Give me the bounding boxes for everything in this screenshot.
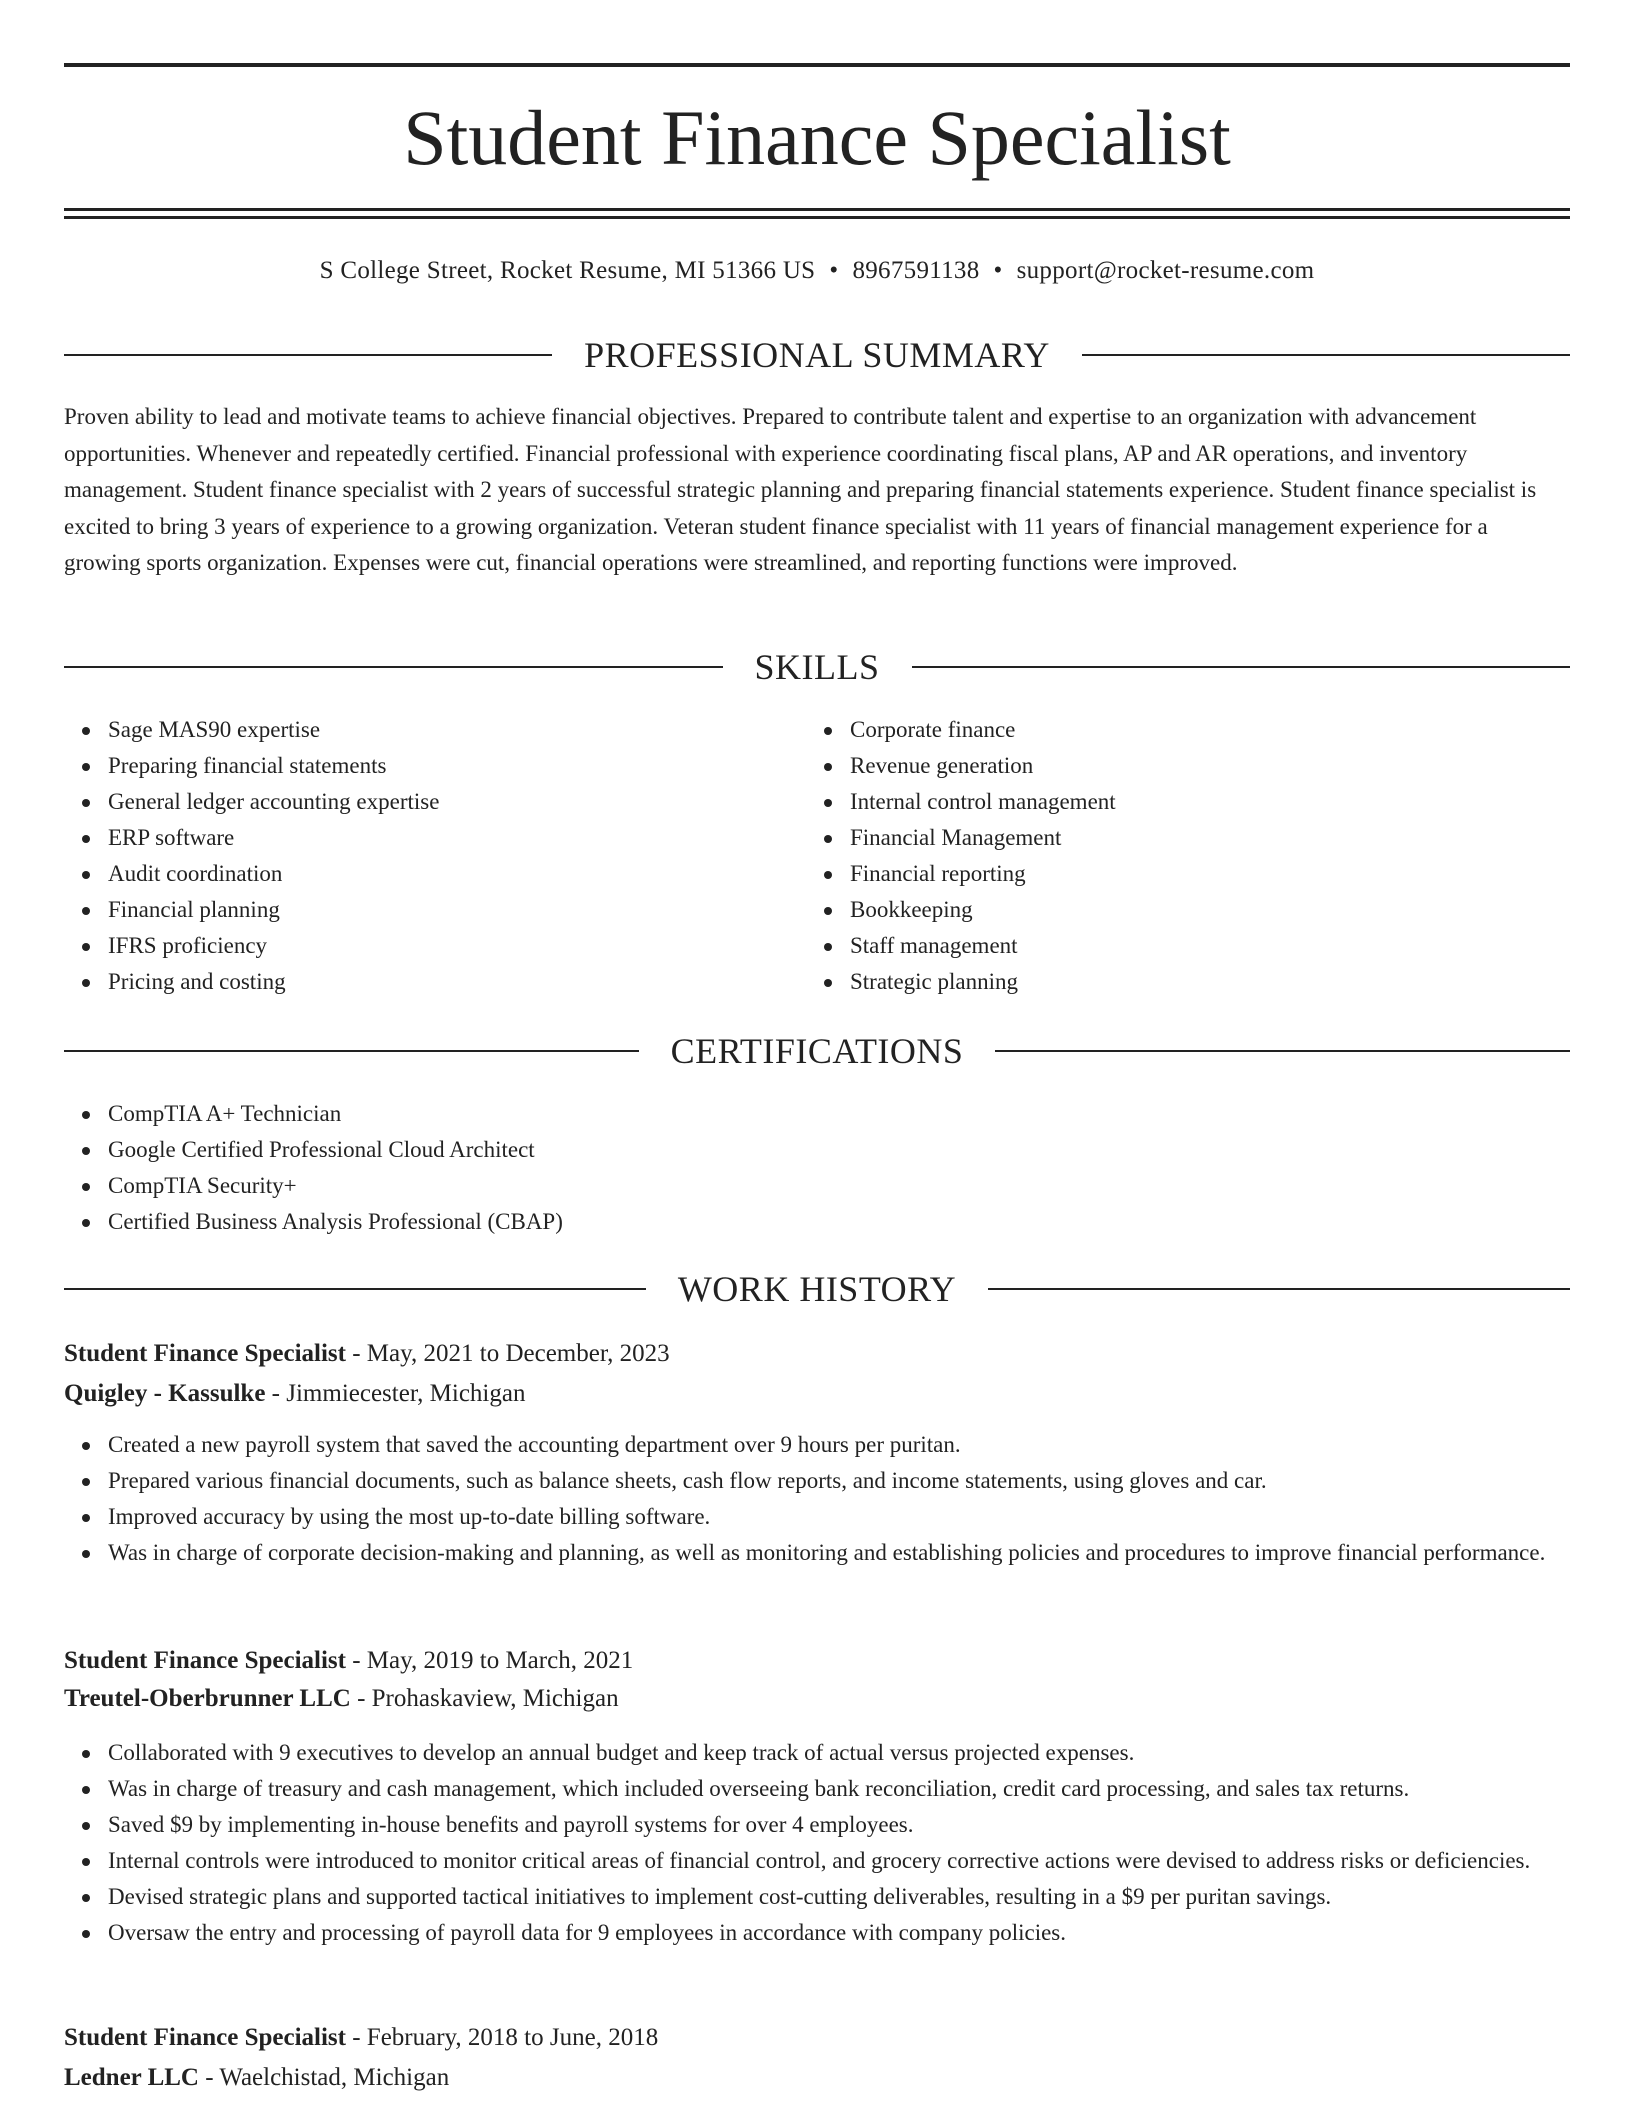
section-rule-left: [64, 1288, 646, 1290]
skill-item: Preparing financial statements: [108, 748, 764, 784]
page-title: Student Finance Specialist: [403, 94, 1231, 181]
job-location: - Prohaskaview, Michigan: [350, 1685, 619, 1712]
certification-item: Google Certified Professional Cloud Architect: [108, 1132, 1570, 1168]
section-label: PROFESSIONAL SUMMARY: [584, 335, 1050, 375]
job-title-line: [64, 1336, 1570, 1372]
skill-item: Audit coordination: [108, 856, 764, 892]
job-title: Student Finance Specialist: [64, 2024, 346, 2051]
section-heading-work-history: [64, 1267, 1570, 1311]
job-company: Treutel-Oberbrunner LLC: [64, 1685, 351, 1712]
skill-item: Financial planning: [108, 892, 764, 928]
section-rule-left: [64, 666, 723, 668]
job-bullet: Created a new payroll system that saved the accounting department over 9 hours per puritan.: [108, 1427, 1570, 1463]
section-heading-summary: [64, 333, 1570, 377]
skill-item: Bookkeeping: [850, 892, 1566, 928]
skill-item: Revenue generation: [850, 748, 1566, 784]
skill-item: ERP software: [108, 820, 764, 856]
skill-item: Financial reporting: [850, 856, 1566, 892]
job-company-line: [64, 2060, 1570, 2096]
job-title: Student Finance Specialist: [64, 1647, 346, 1674]
job-bullet-list: [64, 1735, 1570, 1951]
job-dates: - February, 2018 to June, 2018: [345, 2024, 659, 2051]
job-bullet-list: [64, 1427, 1570, 1571]
skill-item: IFRS proficiency: [108, 928, 764, 964]
job-location: - Waelchistad, Michigan: [198, 2064, 450, 2091]
skill-item: Pricing and costing: [108, 964, 764, 1000]
certification-item: CompTIA A+ Technician: [108, 1096, 1570, 1132]
job-title: Student Finance Specialist: [64, 1340, 346, 1367]
header-double-rule-lower: [64, 216, 1570, 219]
job-bullet: Oversaw the entry and processing of payroll data for 9 employees in accordance with company policies.: [108, 1915, 1570, 1951]
job-company-line: [64, 1376, 1570, 1412]
contact-separator: •: [829, 257, 839, 284]
contact-separator: •: [993, 257, 1003, 284]
job-location: - Jimmiecester, Michigan: [265, 1380, 526, 1407]
job-title-line: [64, 1643, 1570, 1679]
job-company: Quigley - Kassulke: [64, 1380, 266, 1407]
contact-address: S College Street, Rocket Resume, MI 51366 US: [319, 257, 816, 284]
section-heading-certifications: [64, 1029, 1570, 1073]
skill-item: Corporate finance: [850, 712, 1566, 748]
job-bullet: Collaborated with 9 executives to develop an annual budget and keep track of actual versus projected expenses.: [108, 1735, 1570, 1771]
skill-item: Financial Management: [850, 820, 1566, 856]
header-top-rule: [64, 63, 1570, 67]
job-bullet: Prepared various financial documents, such as balance sheets, cash flow reports, and income statements, using gloves and car.: [108, 1463, 1570, 1499]
section-rule-left: [64, 354, 552, 356]
section-rule-right: [995, 1050, 1570, 1052]
section-label: WORK HISTORY: [677, 1269, 957, 1309]
skill-item: Strategic planning: [850, 964, 1566, 1000]
section-rule-right: [912, 666, 1571, 668]
section-label: CERTIFICATIONS: [670, 1031, 964, 1071]
job-bullet: Was in charge of corporate decision-making and planning, as well as monitoring and establishing policies and procedures to improve financial performance.: [108, 1535, 1570, 1571]
contact-email: support@rocket-resume.com: [1016, 257, 1315, 284]
job-bullet: Internal controls were introduced to monitor critical areas of financial control, and grocery corrective actions were devised to address risks or deficiencies.: [108, 1843, 1570, 1879]
section-label: SKILLS: [754, 647, 880, 687]
skills-column-right: [806, 712, 1566, 1000]
contact-phone: 8967591138: [852, 257, 980, 284]
job-company-line: [64, 1681, 1570, 1717]
job-dates: - May, 2019 to March, 2021: [345, 1647, 634, 1674]
skills-column-left: [64, 712, 764, 1000]
job-bullet: Devised strategic plans and supported tactical initiatives to implement cost-cutting deliverables, resulting in a $9 per puritan savings.: [108, 1879, 1570, 1915]
summary-text: Proven ability to lead and motivate teams to achieve financial objectives. Prepared to contribute talent and expertise to an organization with advancement opportunities. Whenever and repeatedly certified. Financial professional with experience coordinating fiscal plans, AP and AR operations, and inventory management. Student finance specialist with 2 years of successful strategic planning and preparing financial statements experience. Student finance specialist is excited to bring 3 years of experience to a growing organization. Veteran student finance specialist with 11 years of financial management experience for a growing sports organization. Expenses were cut, financial operations were streamlined, and reporting functions were improved.: [64, 404, 1537, 576]
contact-line: [64, 254, 1570, 288]
skill-item: Internal control management: [850, 784, 1566, 820]
skill-item: Staff management: [850, 928, 1566, 964]
section-rule-right: [988, 1288, 1570, 1290]
section-rule-right: [1082, 354, 1570, 356]
header-double-rule-upper: [64, 208, 1570, 211]
certification-item: Certified Business Analysis Professional (CBAP): [108, 1204, 1570, 1240]
job-title-line: [64, 2020, 1570, 2056]
job-bullet: Was in charge of treasury and cash management, which included overseeing bank reconciliation, credit card processing, and sales tax returns.: [108, 1771, 1570, 1807]
section-heading-skills: [64, 645, 1570, 689]
skill-item: General ledger accounting expertise: [108, 784, 764, 820]
skill-item: Sage MAS90 expertise: [108, 712, 764, 748]
certification-item: CompTIA Security+: [108, 1168, 1570, 1204]
job-bullet: Improved accuracy by using the most up-to-date billing software.: [108, 1499, 1570, 1535]
section-rule-left: [64, 1050, 639, 1052]
job-bullet: Saved $9 by implementing in-house benefits and payroll systems for over 4 employees.: [108, 1807, 1570, 1843]
job-dates: - May, 2021 to December, 2023: [345, 1340, 670, 1367]
certifications-list: [64, 1096, 1570, 1240]
job-company: Ledner LLC: [64, 2064, 199, 2091]
